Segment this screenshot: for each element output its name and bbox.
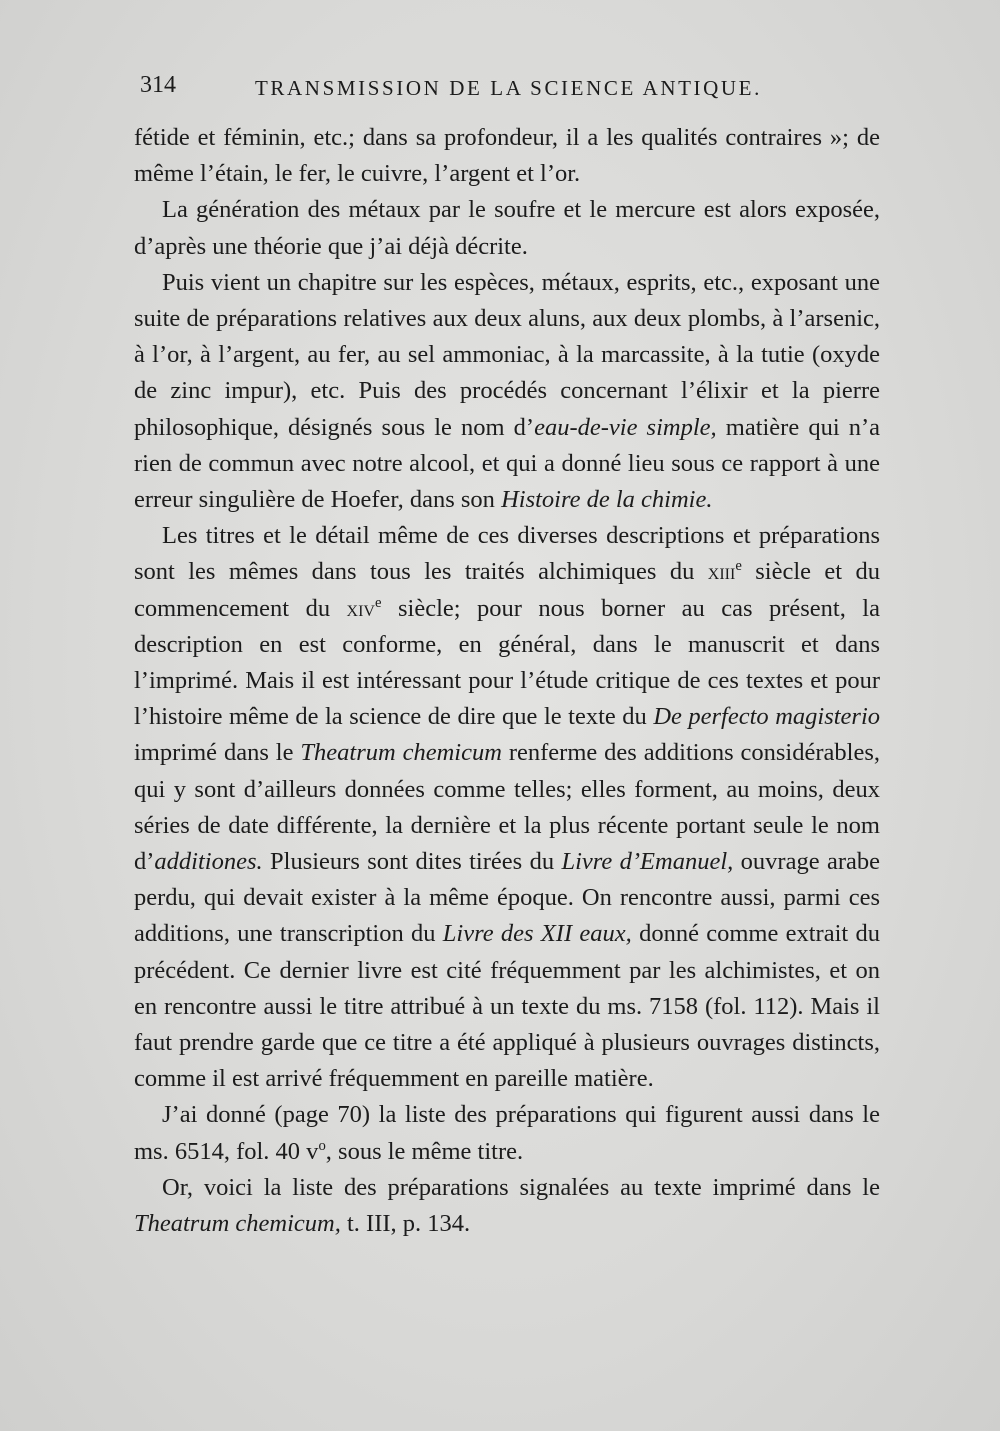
text-run: J’ai donné (page 70) la liste des préparations qui figurent aussi dans le ms. 6514, fol. 40 v bbox=[134, 1101, 880, 1165]
text-run: siècle; pour nous borner au cas présent, la description en est conforme, en général, dans le manuscrit et dans l’imprimé. Mais il est intéressant pour l’étude critique de ces textes et pour l’histoire même de la science de dire que le texte du bbox=[134, 594, 880, 731]
text-run: Puis vient un chapitre sur les espèces, métaux, esprits, etc., exposant une suite de préparations relatives aux deux aluns, aux deux plombs, à l’arsenic, à l’or, à l’argent, au fer, au sel ammoniac, à la marcassite, à la tutie (oxyde de zinc impur), etc. Puis des procédés concernant l’élixir et la pierre philosophique, désignés sous le nom d’ bbox=[134, 268, 880, 441]
text-run: matière qui n’a rien de commun avec notre alcool, et qui a donné lieu sous ce rapport à une erreur singulière de Hoefer, dans son bbox=[134, 413, 881, 514]
text-run: renferme des additions considérables, qui y sont d’ailleurs données comme telles; elles forment, au moins, deux séries de date différente, la dernière et la plus récente portant seule le nom d’ bbox=[134, 739, 880, 876]
text-run: donné comme extrait du précédent. Ce dernier livre est cité fréquemment par les alchimistes, et on en rencontre aussi le titre attribué à un texte du ms. 7158 (fol. 112). Mais il faut prendre garde que ce titre a été appliqué à plusieurs ouvrages distincts, comme il est arrivé fréquemment en pareille matière. bbox=[134, 920, 880, 1093]
paragraph-5 bbox=[134, 1097, 880, 1169]
italic-book-title: Livre d’Emanuel, bbox=[561, 848, 734, 876]
paragraph-6 bbox=[134, 1170, 880, 1242]
italic-book-title: Histoire de la chimie. bbox=[501, 486, 713, 514]
italic-book-title: Livre des XII eaux, bbox=[442, 920, 632, 948]
text-run: , sous le même titre. bbox=[325, 1137, 524, 1165]
italic-book-title: Theatrum chemicum bbox=[300, 739, 502, 767]
century-numeral: xiv bbox=[346, 595, 375, 621]
running-title: TRANSMISSION DE LA SCIENCE ANTIQUE. bbox=[255, 76, 762, 100]
text-run: Or, voici la liste des préparations signalées au texte imprimé dans le bbox=[162, 1173, 880, 1201]
page-header bbox=[140, 68, 880, 108]
text-run: Plusieurs sont dites tirées du bbox=[262, 848, 562, 876]
italic-term: eau-de-vie simple, bbox=[534, 413, 717, 441]
superscript: e bbox=[735, 558, 742, 575]
superscript: o bbox=[318, 1137, 326, 1154]
century-numeral: xiii bbox=[707, 559, 736, 585]
paragraph-3 bbox=[134, 265, 880, 518]
text-run: fétide et féminin, etc.; dans sa profondeur, il a les qualités contraires »; de même l’étain, le fer, le cuivre, l’argent et l’or. bbox=[134, 124, 880, 188]
italic-book-title: De perfecto magisterio bbox=[653, 703, 880, 731]
text-run: siècle et du commencement du bbox=[134, 558, 880, 622]
text-run: ouvrage arabe perdu, qui devait exister à la même époque. On rencontre aussi, parmi ces additions, une transcription du bbox=[134, 848, 880, 948]
text-run: t. III, p. 134. bbox=[340, 1210, 471, 1238]
italic-book-title: Theatrum chemicum, bbox=[134, 1210, 341, 1238]
paragraph-2 bbox=[134, 192, 880, 264]
italic-term: additiones. bbox=[154, 848, 263, 876]
text-run: La génération des métaux par le soufre et le mercure est alors exposée, d’après une théorie que j’ai déjà décrite. bbox=[134, 196, 880, 260]
text-run: Les titres et le détail même de ces diverses descriptions et préparations sont les mêmes dans tous les traités alchimiques du bbox=[134, 522, 880, 586]
text-run: imprimé dans le bbox=[134, 739, 301, 767]
paragraph-4 bbox=[134, 518, 880, 1097]
page-number: 314 bbox=[140, 72, 176, 98]
body-text bbox=[134, 120, 880, 1242]
paragraph-1 bbox=[134, 120, 880, 192]
superscript: e bbox=[374, 594, 382, 611]
